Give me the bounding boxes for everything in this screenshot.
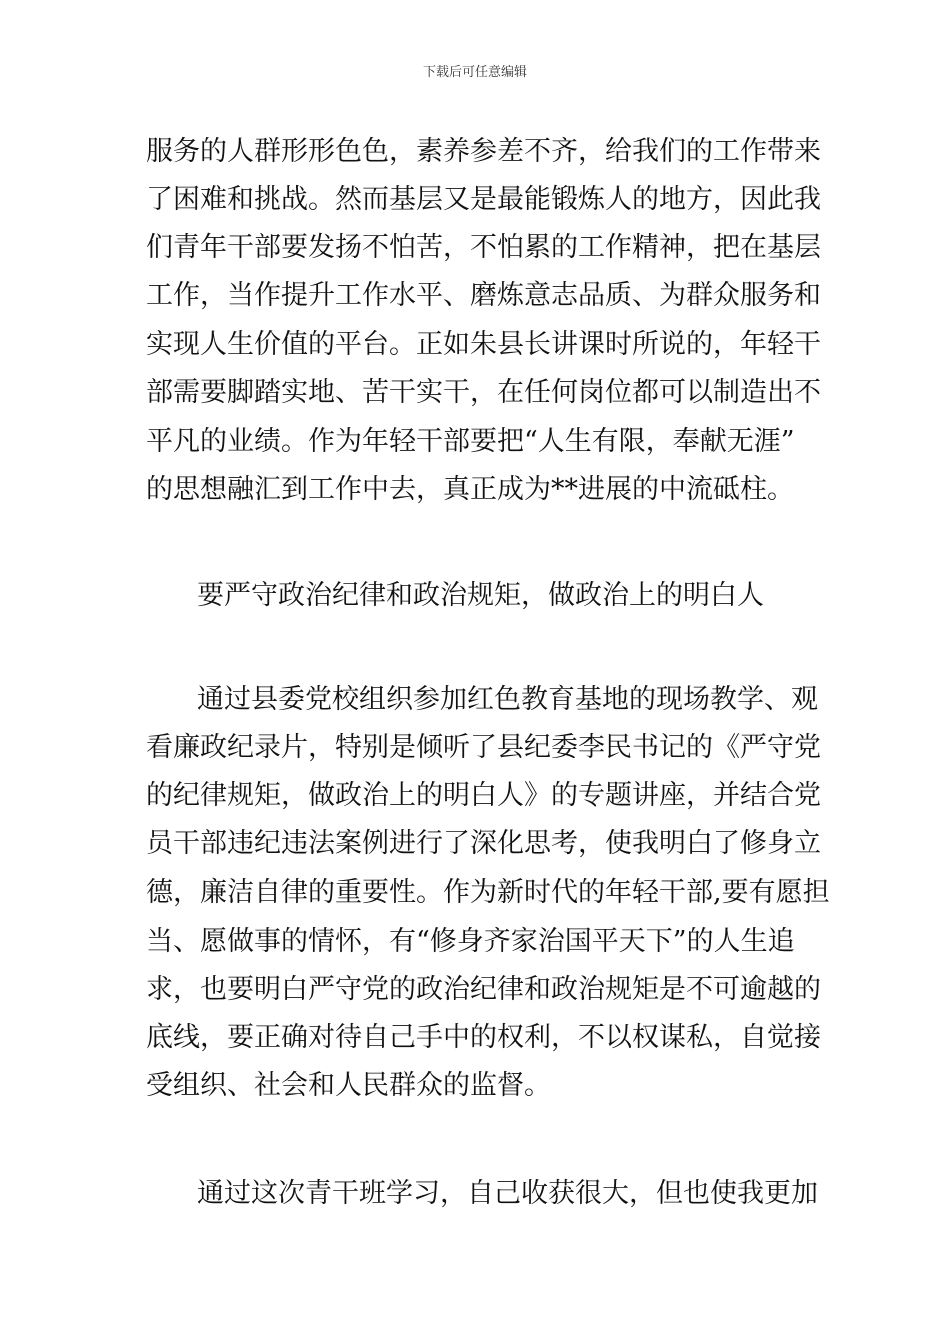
text-line: 部需要脚踏实地、苦干实干，在任何岗位都可以制造出不 [146, 377, 821, 408]
text-line: 们青年干部要发扬不怕苦，不怕累的工作精神，把在基层 [146, 232, 821, 263]
text-line: 员干部违纪违法案例进行了深化思考，使我明白了修身立 [146, 828, 821, 859]
text-line: 实现人生价值的平台。正如朱县长讲课时所说的，年轻干 [146, 329, 821, 360]
text-line: 通过县委党校组织参加红色教育基地的现场教学、观 [197, 684, 818, 715]
text-line: 服务的人群形形色色，素养参差不齐，给我们的工作带来 [146, 136, 821, 167]
text-line: 的思想融汇到工作中去，真正成为**进展的中流砥柱。 [146, 474, 794, 505]
text-line: 工作，当作提升工作水平、磨炼意志品质、为群众服务和 [146, 280, 821, 311]
page-header: 下载后可任意编辑 [422, 65, 527, 80]
text-line: 底线，要正确对待自己手中的权利，不以权谋私，自觉接 [146, 1022, 821, 1053]
text-line: 通过这次青干班学习，自己收获很大，但也使我更加 [197, 1178, 818, 1209]
text-line: 当、愿做事的情怀，有“修身齐家治国平天下”的人生追 [146, 926, 795, 957]
text-line: 受组织、社会和人民群众的监督。 [146, 1070, 551, 1101]
text-line: 求，也要明白严守党的政治纪律和政治规矩是不可逾越的 [146, 974, 821, 1005]
text-line: 平凡的业绩。作为年轻干部要把“人生有限，奉献无涯” [146, 426, 795, 457]
text-line: 看廉政纪录片，特别是倾听了县纪委李民书记的《严守党 [146, 732, 821, 763]
text-line: 了困难和挑战。然而基层又是最能锻炼人的地方，因此我 [146, 184, 821, 215]
text-line: 德，廉洁自律的重要性。作为新时代的年轻干部,要有愿担 [146, 877, 830, 908]
text-line: 的纪律规矩，做政治上的明白人》的专题讲座，并结合党 [146, 780, 821, 811]
section-heading: 要严守政治纪律和政治规矩，做政治上的明白人 [197, 580, 764, 611]
